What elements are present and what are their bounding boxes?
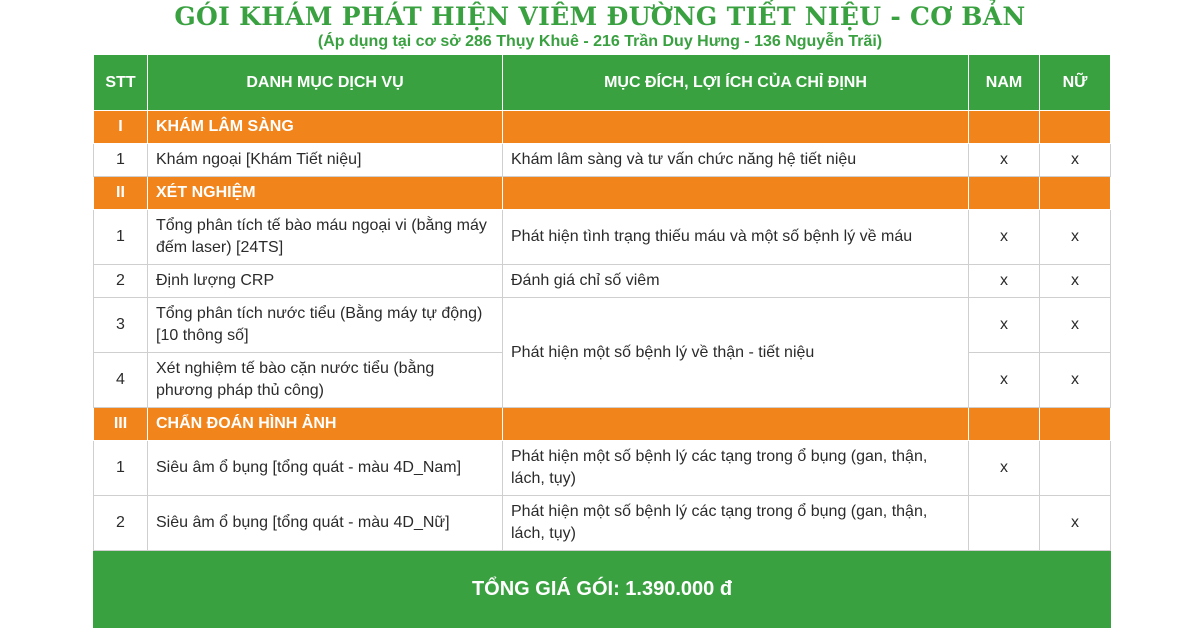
row-stt: 1: [94, 210, 148, 265]
col-female-header: NỮ: [1040, 55, 1111, 111]
package-subtitle: (Áp dụng tại cơ sở 286 Thụy Khuê - 216 Trần Duy Hưng - 136 Nguyễn Trãi): [317, 33, 883, 50]
table-row: [94, 441, 1111, 496]
row-male-mark: x: [969, 353, 1040, 408]
row-stt: 2: [94, 265, 148, 298]
section-row-lab-tests: [94, 177, 1111, 210]
section-number: II: [94, 177, 148, 210]
row-service: Xét nghiệm tế bào cặn nước tiểu (bằng phương pháp thủ công): [148, 353, 503, 408]
row-service: Siêu âm ổ bụng [tổng quát - màu 4D_Nữ]: [148, 496, 503, 551]
row-purpose: Phát hiện một số bệnh lý các tạng trong ổ bụng (gan, thận, lách, tụy): [503, 441, 969, 496]
row-male-mark: x: [969, 265, 1040, 298]
row-purpose: Phát hiện một số bệnh lý về thận - tiết niệu: [503, 298, 969, 408]
row-male-mark: x: [969, 210, 1040, 265]
row-purpose: Khám lâm sàng và tư vấn chức năng hệ tiết niệu: [503, 144, 969, 177]
row-stt: 1: [94, 441, 148, 496]
row-service: Khám ngoại [Khám Tiết niệu]: [148, 144, 503, 177]
row-female-mark: [1040, 441, 1111, 496]
col-service-header: DANH MỤC DỊCH VỤ: [148, 55, 503, 111]
row-stt: 2: [94, 496, 148, 551]
total-price-row: [94, 551, 1111, 628]
col-purpose-header: MỤC ĐÍCH, LỢI ÍCH CỦA CHỈ ĐỊNH: [503, 55, 969, 111]
row-stt: 4: [94, 353, 148, 408]
col-male-header: NAM: [969, 55, 1040, 111]
row-male-mark: [969, 496, 1040, 551]
row-purpose: Phát hiện một số bệnh lý các tạng trong ổ bụng (gan, thận, lách, tụy): [503, 496, 969, 551]
row-female-mark: x: [1040, 496, 1111, 551]
row-female-mark: x: [1040, 353, 1111, 408]
row-female-mark: x: [1040, 144, 1111, 177]
row-service: Định lượng CRP: [148, 265, 503, 298]
row-purpose: Đánh giá chỉ số viêm: [503, 265, 969, 298]
row-service: Tổng phân tích nước tiểu (Bằng máy tự động) [10 thông số]: [148, 298, 503, 353]
row-purpose: Phát hiện tình trạng thiếu máu và một số bệnh lý về máu: [503, 210, 969, 265]
section-row-clinical: [94, 111, 1111, 144]
row-male-mark: x: [969, 441, 1040, 496]
section-name: CHẨN ĐOÁN HÌNH ẢNH: [148, 408, 503, 441]
row-service: Tổng phân tích tế bào máu ngoại vi (bằng máy đếm laser) [24TS]: [148, 210, 503, 265]
col-stt-header: STT: [94, 55, 148, 111]
total-price: TỔNG GIÁ GÓI: 1.390.000 đ: [94, 551, 1111, 628]
service-table: [93, 54, 1111, 628]
table-row: [94, 298, 1111, 353]
section-number: I: [94, 111, 148, 144]
row-female-mark: x: [1040, 265, 1111, 298]
table-row: [94, 210, 1111, 265]
package-title: GÓI KHÁM PHÁT HIỆN VIÊM ĐƯỜNG TIẾT NIỆU - CƠ BẢN: [174, 2, 1026, 31]
section-name: KHÁM LÂM SÀNG: [148, 111, 503, 144]
table-header-row: [94, 55, 1111, 111]
row-female-mark: x: [1040, 298, 1111, 353]
table-row: [94, 144, 1111, 177]
section-number: III: [94, 408, 148, 441]
table-row: [94, 496, 1111, 551]
row-male-mark: x: [969, 298, 1040, 353]
row-stt: 3: [94, 298, 148, 353]
table-row: [94, 265, 1111, 298]
row-stt: 1: [94, 144, 148, 177]
section-row-imaging: [94, 408, 1111, 441]
section-name: XÉT NGHIỆM: [148, 177, 503, 210]
row-service: Siêu âm ổ bụng [tổng quát - màu 4D_Nam]: [148, 441, 503, 496]
row-male-mark: x: [969, 144, 1040, 177]
row-female-mark: x: [1040, 210, 1111, 265]
